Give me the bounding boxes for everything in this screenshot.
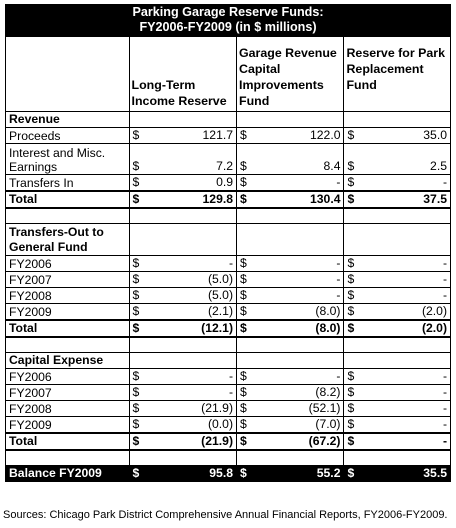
cell-value: (5.0) <box>143 272 236 288</box>
currency-symbol: $ <box>237 304 251 321</box>
column-header-park-replacement: Reserve for Park Replacement Fund <box>344 36 451 112</box>
table-row <box>6 401 451 417</box>
currency-symbol: $ <box>237 191 251 208</box>
currency-symbol: $ <box>237 369 251 385</box>
column-header-row <box>6 36 451 112</box>
row-label: FY2006 <box>6 369 130 385</box>
spacer-row <box>6 450 451 466</box>
row-label: Balance FY2009 <box>6 466 130 482</box>
section-label: Revenue <box>6 112 130 128</box>
reserve-funds-table <box>5 4 451 482</box>
cell-value: 37.5 <box>358 191 450 208</box>
cell-value: 55.2 <box>251 466 344 482</box>
total-row-capital <box>6 433 451 450</box>
currency-symbol: $ <box>129 288 143 304</box>
cell-value: 8.4 <box>251 144 344 175</box>
table-row <box>6 256 451 272</box>
row-label: Transfers In <box>6 175 130 192</box>
currency-symbol: $ <box>237 256 251 272</box>
cell-value: - <box>358 175 450 192</box>
cell-value: - <box>358 369 450 385</box>
row-label: Total <box>6 433 130 450</box>
currency-symbol: $ <box>237 385 251 401</box>
table-row <box>6 144 451 175</box>
currency-symbol: $ <box>344 466 358 482</box>
currency-symbol: $ <box>129 144 143 175</box>
cell-value: (52.1) <box>251 401 344 417</box>
currency-symbol: $ <box>237 128 251 144</box>
currency-symbol: $ <box>344 272 358 288</box>
table-title-line-2: FY2006-FY2009 (in $ millions) <box>139 20 317 34</box>
cell-value: 122.0 <box>251 128 344 144</box>
currency-symbol: $ <box>237 288 251 304</box>
currency-symbol: $ <box>129 128 143 144</box>
section-label: Transfers-Out to General Fund <box>6 224 130 256</box>
table-row <box>6 272 451 288</box>
currency-symbol: $ <box>237 175 251 192</box>
currency-symbol: $ <box>129 256 143 272</box>
currency-symbol: $ <box>237 417 251 434</box>
cell-value: (12.1) <box>143 320 236 337</box>
cell-value: (2.0) <box>358 304 450 321</box>
cell-value: - <box>143 369 236 385</box>
currency-symbol: $ <box>344 401 358 417</box>
cell-value: - <box>358 401 450 417</box>
cell-value: 35.5 <box>358 466 450 482</box>
table-row <box>6 369 451 385</box>
currency-symbol: $ <box>237 320 251 337</box>
cell-value: (8.0) <box>251 320 344 337</box>
section-header-revenue <box>6 112 451 128</box>
table-row <box>6 288 451 304</box>
currency-symbol: $ <box>129 369 143 385</box>
currency-symbol: $ <box>129 304 143 321</box>
currency-symbol: $ <box>129 417 143 434</box>
section-header-transfers <box>6 224 451 256</box>
header-blank <box>6 36 130 112</box>
table-row <box>6 417 451 434</box>
currency-symbol: $ <box>129 466 143 482</box>
currency-symbol: $ <box>344 191 358 208</box>
currency-symbol: $ <box>129 272 143 288</box>
cell-value: - <box>143 256 236 272</box>
cell-value: 2.5 <box>358 144 450 175</box>
currency-symbol: $ <box>344 128 358 144</box>
currency-symbol: $ <box>344 144 358 175</box>
cell-value: (0.0) <box>143 417 236 434</box>
source-footnote: Sources: Chicago Park District Comprehensive Annual Financial Reports, FY2006-FY2009. <box>3 509 448 521</box>
section-header-capital <box>6 353 451 369</box>
row-label: FY2009 <box>6 304 130 321</box>
table-row <box>6 128 451 144</box>
cell-value: (5.0) <box>143 288 236 304</box>
currency-symbol: $ <box>237 272 251 288</box>
table-title-row <box>6 5 451 37</box>
row-label: Total <box>6 191 130 208</box>
row-label: FY2008 <box>6 401 130 417</box>
currency-symbol: $ <box>129 433 143 450</box>
currency-symbol: $ <box>344 304 358 321</box>
cell-value: 0.9 <box>143 175 236 192</box>
spacer-row <box>6 337 451 353</box>
row-label: FY2006 <box>6 256 130 272</box>
cell-value: - <box>251 175 344 192</box>
row-label: Proceeds <box>6 128 130 144</box>
row-label: FY2008 <box>6 288 130 304</box>
cell-value: - <box>251 272 344 288</box>
cell-value: (7.0) <box>251 417 344 434</box>
currency-symbol: $ <box>344 288 358 304</box>
cell-value: - <box>358 417 450 434</box>
currency-symbol: $ <box>344 417 358 434</box>
table-title <box>6 5 451 37</box>
cell-value: - <box>358 272 450 288</box>
cell-value: - <box>143 385 236 401</box>
cell-value: (67.2) <box>251 433 344 450</box>
currency-symbol: $ <box>344 385 358 401</box>
cell-value: 130.4 <box>251 191 344 208</box>
currency-symbol: $ <box>129 175 143 192</box>
currency-symbol: $ <box>237 144 251 175</box>
balance-row <box>6 466 451 482</box>
row-label: FY2009 <box>6 417 130 434</box>
column-header-garage-revenue: Garage Revenue Capital Improvements Fund <box>237 36 344 112</box>
row-label: FY2007 <box>6 272 130 288</box>
currency-symbol: $ <box>344 433 358 450</box>
cell-value: - <box>358 288 450 304</box>
cell-value: - <box>358 433 450 450</box>
currency-symbol: $ <box>344 175 358 192</box>
cell-value: (21.9) <box>143 433 236 450</box>
currency-symbol: $ <box>129 385 143 401</box>
currency-symbol: $ <box>344 369 358 385</box>
table-row <box>6 304 451 321</box>
cell-value: 7.2 <box>143 144 236 175</box>
cell-value: - <box>358 385 450 401</box>
cell-value: - <box>251 288 344 304</box>
column-header-long-term: Long-Term Income Reserve <box>129 36 236 112</box>
currency-symbol: $ <box>237 401 251 417</box>
table-title-line-1: Parking Garage Reserve Funds: <box>132 5 324 19</box>
cell-value: - <box>251 369 344 385</box>
currency-symbol: $ <box>344 256 358 272</box>
currency-symbol: $ <box>129 320 143 337</box>
cell-value: (21.9) <box>143 401 236 417</box>
table-row <box>6 175 451 192</box>
cell-value: (2.0) <box>358 320 450 337</box>
cell-value: - <box>358 256 450 272</box>
currency-symbol: $ <box>237 466 251 482</box>
currency-symbol: $ <box>237 433 251 450</box>
spacer-row <box>6 208 451 224</box>
currency-symbol: $ <box>129 191 143 208</box>
row-label: Total <box>6 320 130 337</box>
currency-symbol: $ <box>129 401 143 417</box>
cell-value: 35.0 <box>358 128 450 144</box>
currency-symbol: $ <box>344 320 358 337</box>
cell-value: 129.8 <box>143 191 236 208</box>
cell-value: - <box>251 256 344 272</box>
table-row <box>6 385 451 401</box>
cell-value: 121.7 <box>143 128 236 144</box>
cell-value: (8.2) <box>251 385 344 401</box>
cell-value: 95.8 <box>143 466 236 482</box>
row-label: FY2007 <box>6 385 130 401</box>
section-label: Capital Expense <box>6 353 130 369</box>
total-row-transfers <box>6 320 451 337</box>
cell-value: (8.0) <box>251 304 344 321</box>
total-row-revenue <box>6 191 451 208</box>
row-label: Interest and Misc. Earnings <box>6 144 130 175</box>
cell-value: (2.1) <box>143 304 236 321</box>
